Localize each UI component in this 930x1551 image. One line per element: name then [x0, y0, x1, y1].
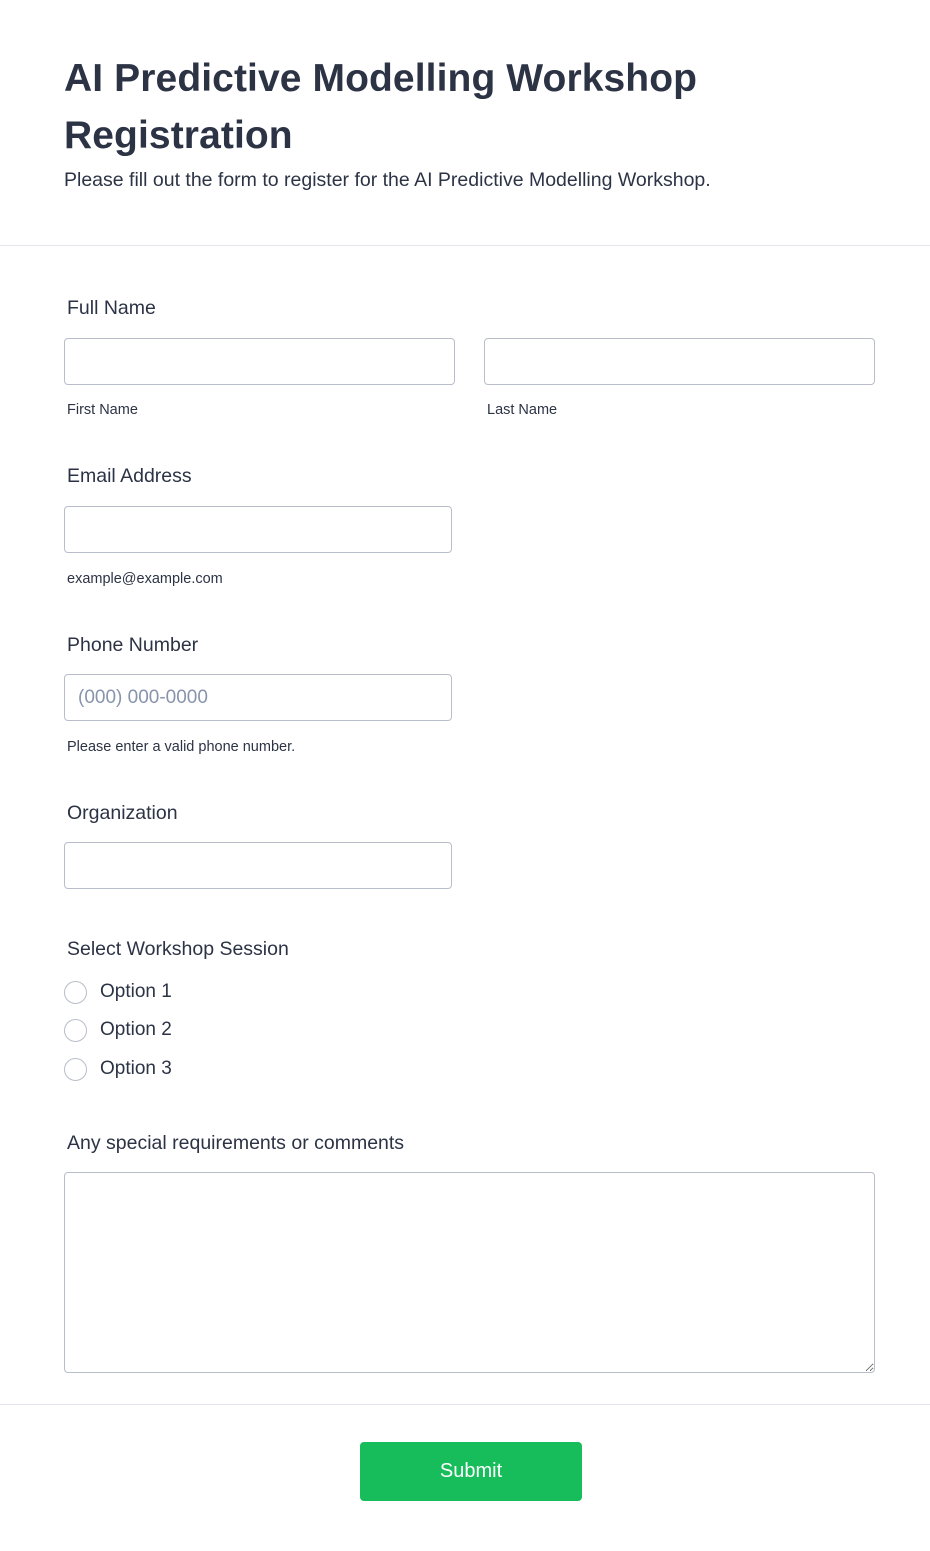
form-header: [0, 0, 930, 246]
organization-label: Organization: [67, 802, 178, 824]
session-option-2[interactable]: [64, 1017, 172, 1043]
page-subtitle: Please fill out the form to register for the AI Predictive Modelling Workshop.: [64, 169, 711, 191]
email-sublabel: example@example.com: [67, 571, 223, 587]
first-name-sublabel: First Name: [67, 402, 138, 418]
comments-textarea[interactable]: [64, 1172, 875, 1373]
phone-sublabel: Please enter a valid phone number.: [67, 739, 296, 755]
radio-button[interactable]: [64, 981, 87, 1004]
phone-label: Phone Number: [67, 634, 199, 656]
session-option-3[interactable]: [64, 1056, 172, 1082]
last-name-sublabel: Last Name: [487, 402, 558, 418]
option-label: Option 1: [100, 981, 172, 1002]
option-label: Option 2: [100, 1019, 172, 1040]
page-title: AI Predictive Modelling Workshop Registration: [64, 57, 698, 157]
email-label: Email Address: [67, 465, 192, 487]
footer-divider: [0, 1404, 930, 1405]
first-name-input[interactable]: [64, 338, 455, 385]
radio-button[interactable]: [64, 1058, 87, 1081]
submit-button[interactable]: Submit: [360, 1442, 582, 1501]
session-option-1[interactable]: [64, 979, 172, 1005]
option-label: Option 3: [100, 1058, 172, 1079]
email-input[interactable]: [64, 506, 452, 553]
phone-input[interactable]: [64, 674, 452, 721]
full-name-label: Full Name: [67, 297, 156, 319]
organization-input[interactable]: [64, 842, 452, 889]
radio-button[interactable]: [64, 1019, 87, 1042]
session-label: Select Workshop Session: [67, 938, 289, 960]
last-name-input[interactable]: [484, 338, 875, 385]
comments-label: Any special requirements or comments: [67, 1132, 405, 1154]
